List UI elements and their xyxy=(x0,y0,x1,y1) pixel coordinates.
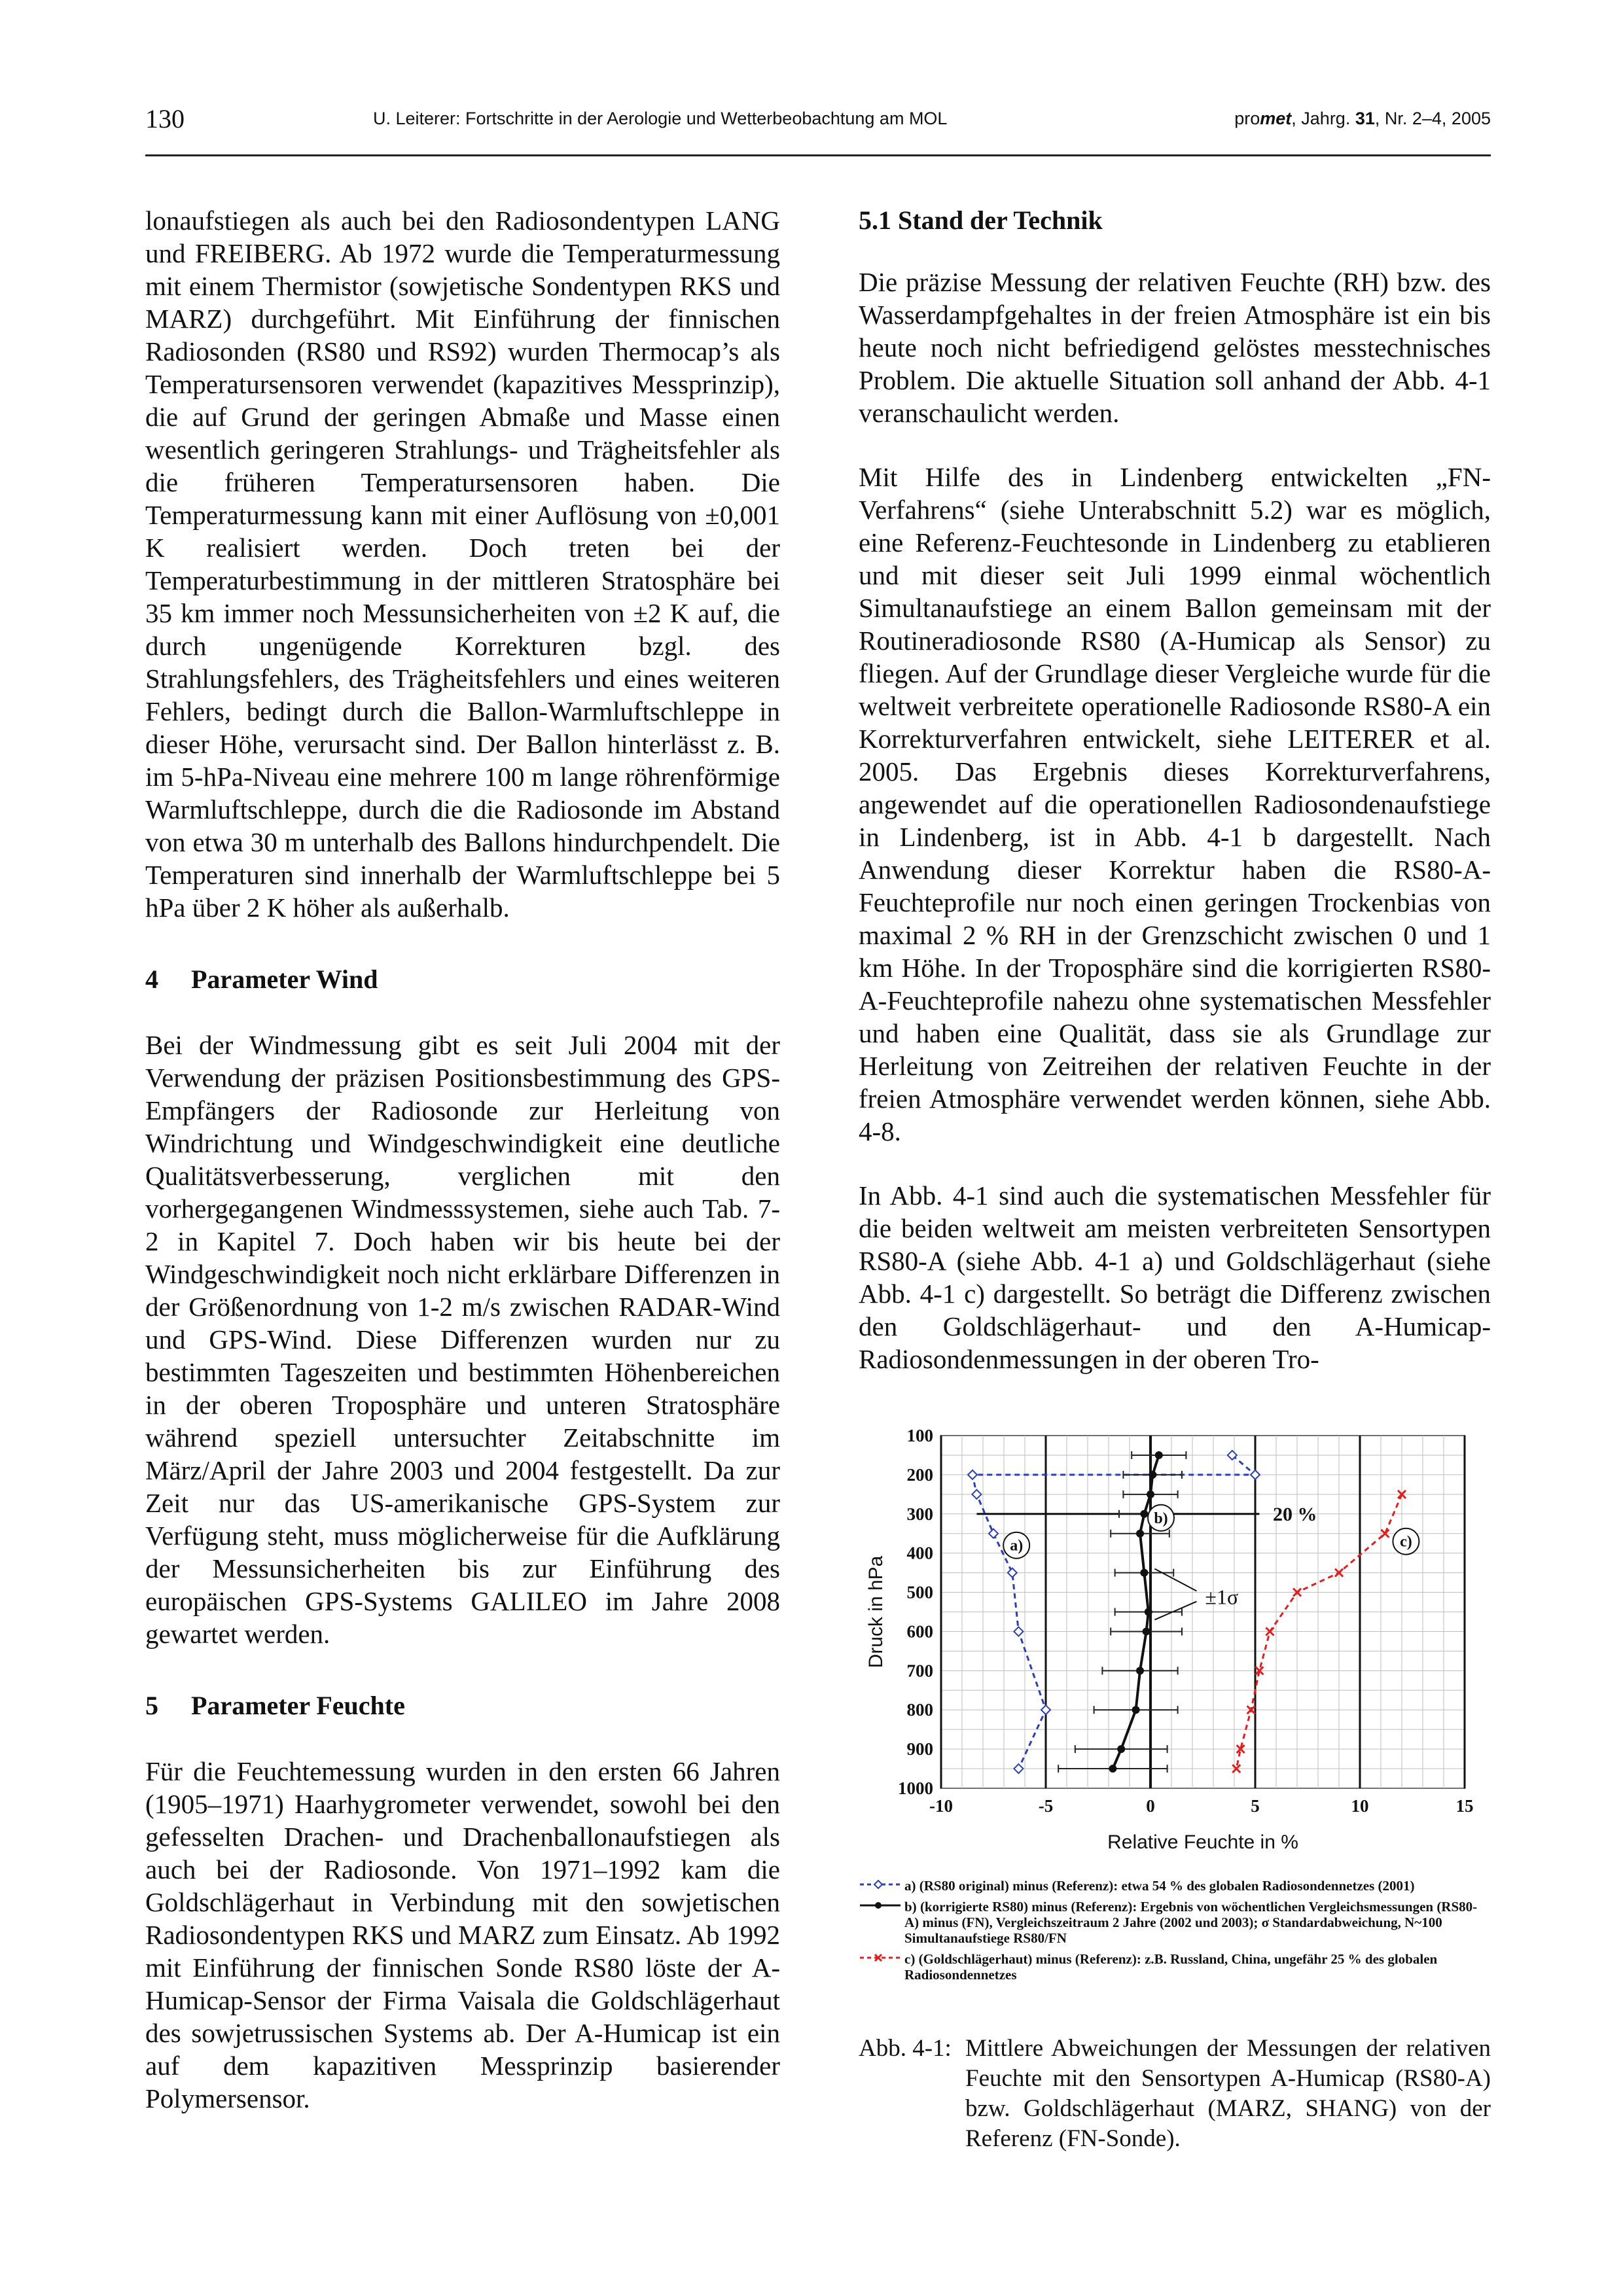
journal-volume: 31 xyxy=(1355,109,1375,128)
legend-entry-a xyxy=(859,1878,1491,1894)
paragraph: In Abb. 4-1 sind auch die systematischen Messfehler für die beiden weltweit am meisten verbreiteten Sensortypen RS80-A (siehe Abb. 4-1 a) und Goldschlägerhaut (siehe Abb. 4-1 c) dargestellt. So beträgt die Differenz zwischen den Goldschlägerhaut- und den A-Humicap-Radiosondenmessungen in der oberen Tro- xyxy=(859,1180,1491,1374)
data-point-b xyxy=(1136,1530,1144,1538)
y-tick-label: 500 xyxy=(906,1582,933,1602)
journal-pre: pro xyxy=(1234,109,1260,128)
legend-text: (RS80 original) minus (Referenz): etwa 54 % des globalen Radiosondennetzes (2001) xyxy=(919,1878,1415,1894)
x-axis-label: Relative Feuchte in % xyxy=(1107,1831,1298,1853)
y-tick-label: 100 xyxy=(906,1426,933,1445)
humidity-chart xyxy=(859,1420,1491,1878)
subsection-heading: 5.1 Stand der Technik xyxy=(859,205,1103,235)
data-point-b xyxy=(1149,1471,1156,1479)
journal-mid: , Jahrg. xyxy=(1291,109,1355,128)
section-title: Parameter Wind xyxy=(191,964,378,994)
y-tick-label: 600 xyxy=(906,1621,933,1642)
data-point-b xyxy=(1136,1667,1144,1674)
data-point-b xyxy=(1140,1510,1148,1518)
data-point-b xyxy=(1109,1765,1116,1773)
legend-swatch-c xyxy=(859,1951,902,1964)
paragraph: Bei der Windmessung gibt es seit Juli 2004 mit der Verwendung der präzisen Positionsbestimmung des GPS-Empfängers der Radiosonde zur Herleitung von Windrichtung und Windgeschwindigkeit eine deutliche Qualitätsverbesserung, verglichen mit den vorhergegangenen Windmesssystemen, siehe auch Tab. 7-2 in Kapitel 7. Doch haben wir bis heute bei der Windgeschwindigkeit noch nicht erklärbare Differenzen in der Größenordnung von 1-2 m/s zwischen RADAR-Wind und GPS-Wind. Diese Differenzen wurden nur zu bestimmten Tageszeiten und bestimmten Höhenbereichen in der oberen Troposphäre und unteren Stratosphäre während speziell untersuchter Zeitabschnitte im März/April der Jahre 2003 und 2004 festgestellt. Da zur Zeit nur das US-amerikanische GPS-System zur Verfügung steht, muss möglicherweise für die Aufklärung der Messunsicherheiten bis zur Einführung des europäischen GPS-Systems GALILEO im Jahre 2008 gewartet werden. xyxy=(145,1030,780,1649)
header-rule xyxy=(145,154,1491,156)
y-tick-label: 300 xyxy=(906,1504,933,1524)
section-title: Parameter Feuchte xyxy=(191,1691,405,1720)
figure-caption xyxy=(859,2034,1491,2154)
data-point-b xyxy=(1147,1491,1154,1498)
section-heading-wind xyxy=(145,963,780,996)
sigma-annotation: ±1σ xyxy=(1205,1585,1239,1609)
figure-4-1 xyxy=(859,1420,1491,2032)
paragraph: Für die Feuchtemessung wurden in den ersten 66 Jahren (1905–1971) Haarhygrometer verwendet, sowohl bei den gefesselten Drachen- und Drachenballonaufstiegen als auch bei der Radiosonde. Von 1971–1992 kam die Goldschlägerhaut in Verbindung mit den sowjetischen Radiosondentypen RKS und MARZ zum Einsatz. Ab 1992 mit Einführung der finnischen Sonde RS80 löste der A-Humicap-Sensor der Firma Vaisala die Goldschlägerhaut des sowjetrussischen Systems ab. Der A-Humicap ist ein auf dem kapazitiven Messprinzip basierender Polymersensor. xyxy=(145,1756,780,2113)
y-tick-label: 900 xyxy=(906,1739,933,1759)
x-tick-label: 0 xyxy=(1146,1796,1155,1816)
chart-legend xyxy=(859,1878,1491,1988)
caption-label: Abb. 4-1: xyxy=(859,2035,952,2062)
series-label-b: b) xyxy=(1154,1510,1168,1527)
y-tick-label: 400 xyxy=(906,1543,933,1563)
right-column xyxy=(859,204,1491,1375)
journal-post: , Nr. 2–4, 2005 xyxy=(1374,109,1491,128)
legend-text: (Goldschlägerhaut) minus (Referenz): z.B. Russland, China, ungefähr 25 % des globalen Radiosondennetzes xyxy=(904,1951,1438,1983)
journal-met: met xyxy=(1260,109,1292,128)
data-point-b xyxy=(1117,1745,1125,1753)
series-label-c: c) xyxy=(1400,1533,1412,1551)
x-tick-label: 5 xyxy=(1251,1796,1260,1816)
legend-swatch-a xyxy=(859,1878,902,1891)
y-tick-label: 800 xyxy=(906,1700,933,1720)
running-title: U. Leiterer: Fortschritte in der Aerologie und Wetterbeobachtung am MOL xyxy=(373,109,948,128)
data-point-b xyxy=(1132,1706,1140,1714)
paragraph: Die präzise Messung der relativen Feuchte (RH) bzw. des Wasserdampfgehaltes in der freien Atmosphäre ist ein bis heute noch nicht befriedigend gelöstes messtechnisches Problem. Die aktuelle Situation soll anhand der Abb. 4-1 veranschaulicht werden. xyxy=(859,267,1491,428)
legend-entry-c xyxy=(859,1951,1491,1983)
legend-text: (korrigierte RS80) minus (Referenz): Ergebnis von wöchentlichen Vergleichsmessungen (RS80-A) minus (FN), Vergleichszeitraum 2 Jahre (2002 und 2003); σ Standardabweichung, N~100 Simultanaufstiege RS80/FN xyxy=(904,1899,1478,1946)
y-tick-label: 200 xyxy=(906,1464,933,1485)
page-number: 130 xyxy=(145,104,185,133)
section-number: 4 xyxy=(145,964,158,994)
section-heading-humidity xyxy=(145,1689,780,1722)
x-tick-label: -10 xyxy=(929,1796,953,1816)
data-point-b xyxy=(1143,1627,1150,1635)
annotation-20-percent: 20 % xyxy=(1273,1503,1317,1525)
data-point-b xyxy=(1140,1569,1148,1577)
y-tick-label: 700 xyxy=(906,1661,933,1681)
legend-entry-b xyxy=(859,1899,1491,1946)
journal-reference xyxy=(1234,109,1491,129)
x-tick-label: -5 xyxy=(1038,1796,1054,1816)
paragraph: Mit Hilfe des in Lindenberg entwickelten „FN-Verfahrens“ (siehe Unterabschnitt 5.2) war es möglich, eine Referenz-Feuchtesonde in Lindenberg zu etablieren und mit dieser seit Juli 1999 einmal wöchentlich Simultanaufstiege an einem Ballon gemeinsam mit der Routineradiosonde RS80 (A-Humicap als Sensor) zu fliegen. Auf der Grundlage dieser Vergleiche wurde für die weltweit verbreitete operationelle Radiosonde RS80-A ein Korrekturverfahren entwickelt, siehe LEITERER et al. 2005. Das Ergebnis dieses Korrekturverfahrens, angewendet auf die operationellen Radiosondenaufstiege in Lindenberg, ist in Abb. 4-1 b dargestellt. Nach Anwendung dieser Korrektur haben die RS80-A-Feuchteprofile nur noch einen geringen Trockenbias von maximal 2 % RH in der Grenzschicht zwischen 0 und 1 km Höhe. In der Troposphäre sind die korrigierten RS80-A-Feuchteprofile nahezu ohne systematischen Messfehler und haben eine Qualität, dass sie als Grundlage zur Herleitung von Zeitreihen der relativen Feuchte in der freien Atmosphäre verwendet werden können, siehe Abb. 4-8. xyxy=(859,462,1491,1146)
legend-prefix: a) xyxy=(904,1878,916,1894)
section-number: 5 xyxy=(145,1691,158,1720)
legend-swatch-b xyxy=(859,1899,902,1912)
caption-text: Mittlere Abweichungen der Messungen der relativen Feuchte mit den Sensortypen A-Humicap (RS80-A) bzw. Goldschlägerhaut (MARZ, SHANG) von der Referenz (FN-Sonde). xyxy=(965,2035,1491,2152)
y-tick-label: 1000 xyxy=(898,1778,933,1798)
legend-prefix: b) xyxy=(904,1899,917,1915)
y-axis-label: Druck in hPa xyxy=(865,1555,887,1669)
series-label-a: a) xyxy=(1010,1537,1024,1555)
x-tick-label: 15 xyxy=(1455,1796,1474,1816)
data-point-b xyxy=(1145,1608,1152,1616)
paragraph: lonaufstiegen als auch bei den Radiosondentypen LANG und FREIBERG. Ab 1972 wurde die Temperaturmessung mit einem Thermistor (sowjetische Sondentypen RKS und MARZ) durchgeführt. Mit Einführung der finnischen Radiosonden (RS80 und RS92) wurden Thermocap’s als Temperatursensoren verwendet (kapazitives Messprinzip), die auf Grund der geringen Abmaße und Masse einen wesentlich geringeren Strahlungs- und Trägheitsfehler als die früheren Temperatursensoren haben. Die Temperaturmessung kann mit einer Auflösung von ±0,001 K realisiert werden. Doch treten bei der Temperaturbestimmung in der mittleren Stratosphäre bei 35 km immer noch Messunsicherheiten von ±2 K auf, die durch ungenügende Korrekturen bzgl. des Strahlungsfehlers, des Trägheitsfehlers und eines weiteren Fehlers, bedingt durch die Ballon-Warmluftschleppe in dieser Höhe, verursacht sind. Der Ballon hinterlässt z. B. im 5-hPa-Niveau eine mehrere 100 m lange röhrenförmige Warmluftschleppe, durch die die Radiosonde im Abstand von etwa 30 m unterhalb des Ballons hindurchpendelt. Die Temperaturen sind innerhalb der Warmluftschleppe bei 5 hPa über 2 K höher als außerhalb. xyxy=(145,205,780,923)
left-column xyxy=(145,204,780,2115)
x-tick-label: 10 xyxy=(1351,1796,1369,1816)
page-header xyxy=(145,103,1491,143)
data-point-b xyxy=(1155,1451,1163,1459)
legend-prefix: c) xyxy=(904,1951,916,1967)
